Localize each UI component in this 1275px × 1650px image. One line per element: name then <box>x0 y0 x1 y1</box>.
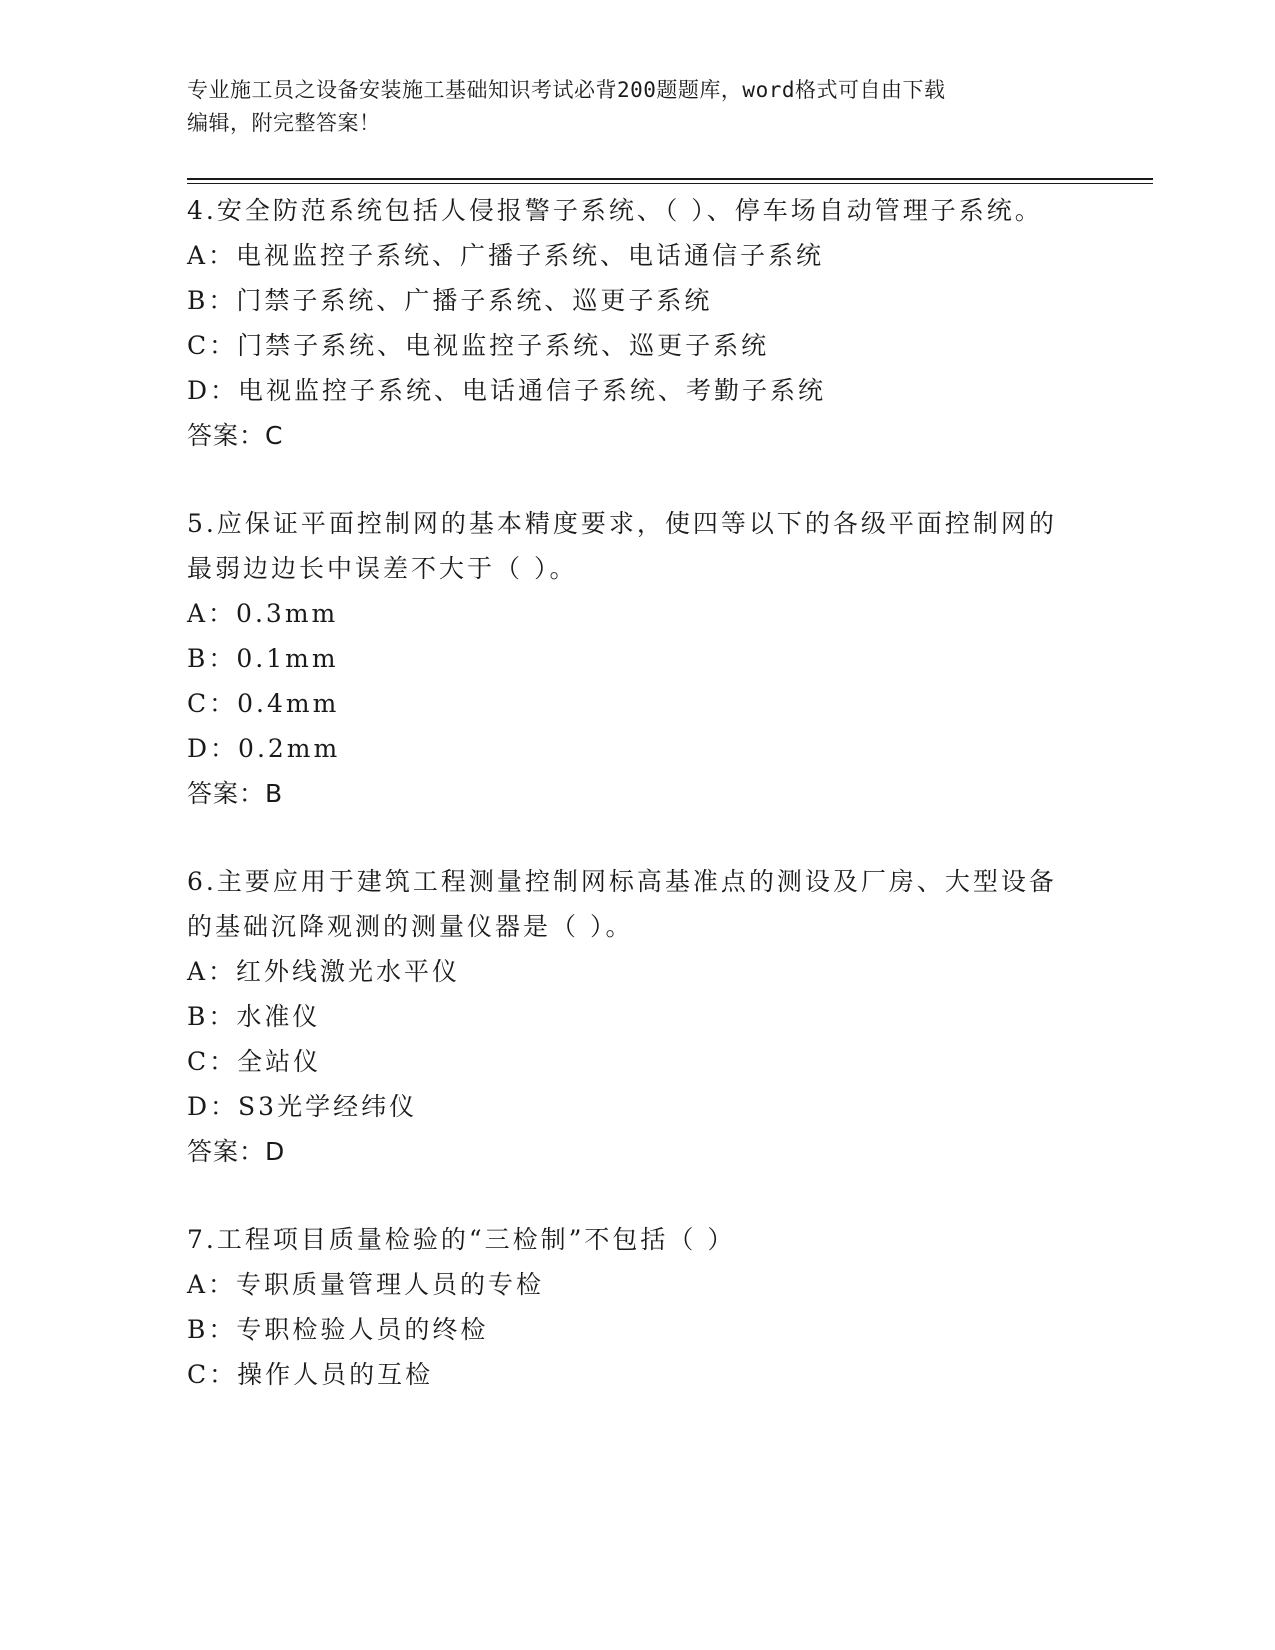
option-c: C：0.4mm <box>187 689 340 718</box>
option-d: D：电视监控子系统、电话通信子系统、考勤子系统 <box>187 376 827 405</box>
answer-line: 答案：D <box>187 1137 286 1166</box>
option-b: B：门禁子系统、广播子系统、巡更子系统 <box>187 286 713 315</box>
header-line-1: 专业施工员之设备安装施工基础知识考试必背200题题库，word格式可自由下载 <box>187 78 946 102</box>
question-list <box>187 188 1087 1440</box>
option-a: A：0.3mm <box>187 599 339 628</box>
question-stem: 5.应保证平面控制网的基本精度要求，使四等以下的各级平面控制网的最弱边边长中误差不大于（ ）。 <box>187 509 1057 583</box>
question-4 <box>187 188 1087 458</box>
answer-line: 答案：C <box>187 421 284 450</box>
option-a: A：专职质量管理人员的专检 <box>187 1270 545 1299</box>
answer-line: 答案：B <box>187 779 284 808</box>
option-b: B：0.1mm <box>187 644 339 673</box>
header-line-2: 编辑，附完整答案！ <box>187 111 381 135</box>
document-header <box>187 74 1077 140</box>
option-a: A：电视监控子系统、广播子系统、电话通信子系统 <box>187 241 825 270</box>
question-stem: 6.主要应用于建筑工程测量控制网标高基准点的测设及厂房、大型设备的基础沉降观测的测量仪器是（ ）。 <box>187 867 1057 941</box>
header-divider-thin <box>187 183 1153 184</box>
question-stem: 7.工程项目质量检验的“三检制”不包括（ ） <box>187 1225 736 1254</box>
option-d: D：S3光学经纬仪 <box>187 1092 418 1121</box>
question-stem: 4.安全防范系统包括人侵报警子系统、（ ）、停车场自动管理子系统。 <box>187 196 1043 225</box>
question-7 <box>187 1217 1087 1397</box>
question-5 <box>187 501 1087 816</box>
option-b: B：专职检验人员的终检 <box>187 1315 489 1344</box>
option-c: C：门禁子系统、电视监控子系统、巡更子系统 <box>187 331 770 360</box>
option-c: C：全站仪 <box>187 1047 322 1076</box>
option-a: A：红外线激光水平仪 <box>187 957 461 986</box>
question-6 <box>187 859 1087 1174</box>
option-c: C：操作人员的互检 <box>187 1360 434 1389</box>
option-d: D：0.2mm <box>187 734 341 763</box>
header-divider-thick <box>187 178 1153 180</box>
option-b: B：水准仪 <box>187 1002 321 1031</box>
